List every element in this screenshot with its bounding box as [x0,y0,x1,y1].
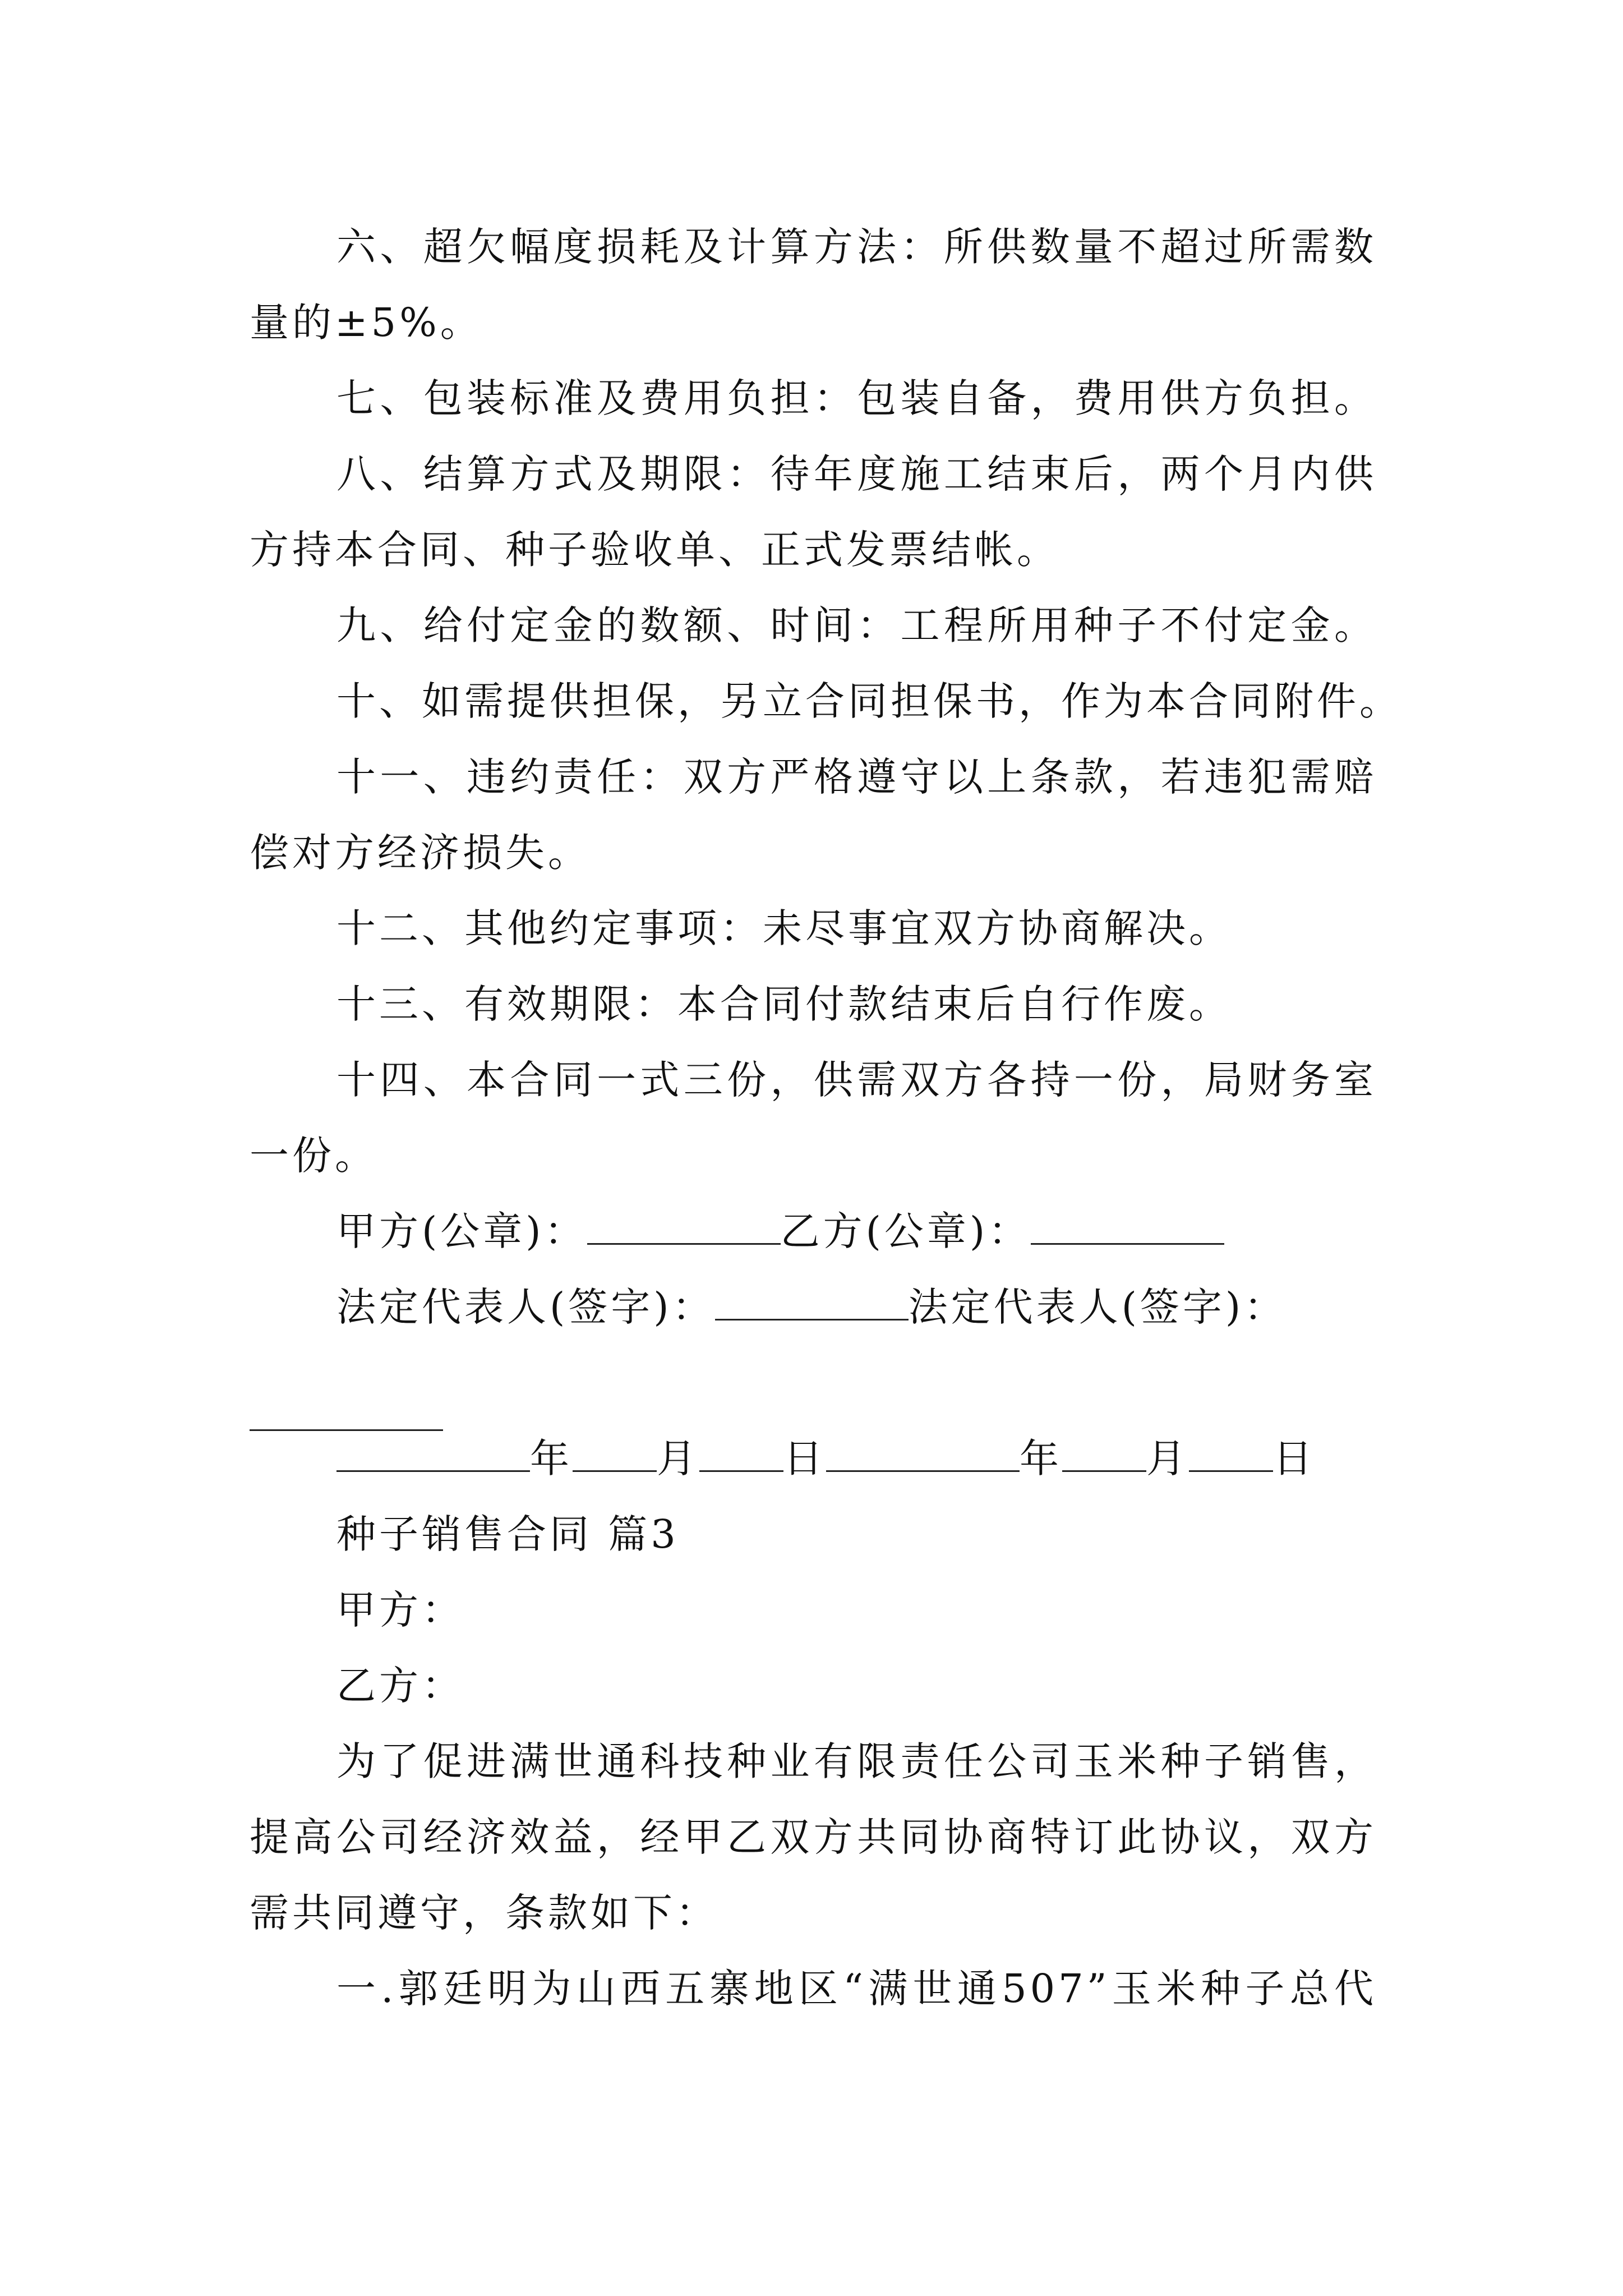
intro-line-4: 一.郭廷明为山西五寨地区“满世通507”玉米种子总代 [336,1966,1377,2012]
date-row [336,1433,1377,1484]
party-a-label: 甲方： [336,1587,464,1633]
clause-14-line-2: 一份。 [250,1133,377,1179]
clause-12: 十二、其他约定事项：未尽事宜双方协商解决。 [336,905,1232,951]
party-b-label: 乙方： [336,1663,464,1709]
date-b-day-blank [1189,1435,1273,1472]
section-title: 种子销售合同 篇3 [336,1511,679,1557]
date-b-month-blank [1062,1435,1146,1472]
legal-rep-a-label: 法定代表人(签字)： [336,1284,715,1330]
intro-line-2: 提高公司经济效益，经甲乙双方共同协商特订此协议，双方 [250,1814,1377,1860]
date-b-year-label: 年 [1020,1435,1062,1481]
party-b-seal-label: 乙方(公章)： [780,1208,1031,1254]
clause-9: 九、给付定金的数额、时间：工程所用种子不付定金。 [336,602,1377,648]
date-a-year-blank [336,1435,530,1472]
party-a-seal-label: 甲方(公章)： [336,1208,587,1254]
clause-11-line-1: 十一、违约责任：双方严格遵守以上条款，若违犯需赔 [336,754,1377,800]
legal-rep-row [336,1282,1377,1332]
clause-10: 十、如需提供担保，另立合同担保书，作为本合同附件。 [336,678,1402,724]
party-b-seal-blank [1031,1208,1224,1245]
date-b-month-label: 月 [1146,1435,1189,1481]
intro-line-3: 需共同遵守，条款如下： [250,1890,718,1936]
clause-8-line-1: 八、结算方式及期限：待年度施工结束后，两个月内供 [336,451,1377,497]
date-a-year-label: 年 [530,1435,573,1481]
date-b-day-label: 日 [1273,1435,1316,1481]
date-a-month-blank [573,1435,657,1472]
intro-line-1: 为了促进满世通科技种业有限责任公司玉米种子销售， [336,1738,1377,1784]
clause-14-line-1: 十四、本合同一式三份，供需双方各持一份，局财务室 [336,1057,1377,1103]
legal-rep-b-blank [250,1429,443,1431]
seal-row [336,1206,1377,1257]
clause-6-line-2: 量的±5%。 [250,300,483,346]
date-a-month-label: 月 [657,1435,699,1481]
date-b-year-blank [826,1435,1020,1472]
clause-8-line-2: 方持本合同、种子验收单、正式发票结帐。 [250,527,1059,573]
date-a-day-blank [699,1435,783,1472]
legal-rep-a-blank [715,1284,909,1320]
clause-13: 十三、有效期限：本合同付款结束后自行作废。 [336,981,1232,1027]
legal-rep-b-label: 法定代表人(签字)： [908,1284,1287,1330]
clause-6-line-1: 六、超欠幅度损耗及计算方法：所供数量不超过所需数 [336,224,1377,270]
party-a-seal-blank [587,1208,781,1245]
clause-7: 七、包装标准及费用负担：包装自备，费用供方负担。 [336,375,1377,421]
clause-11-line-2: 偿对方经济损失。 [250,830,591,876]
date-a-day-label: 日 [783,1435,826,1481]
